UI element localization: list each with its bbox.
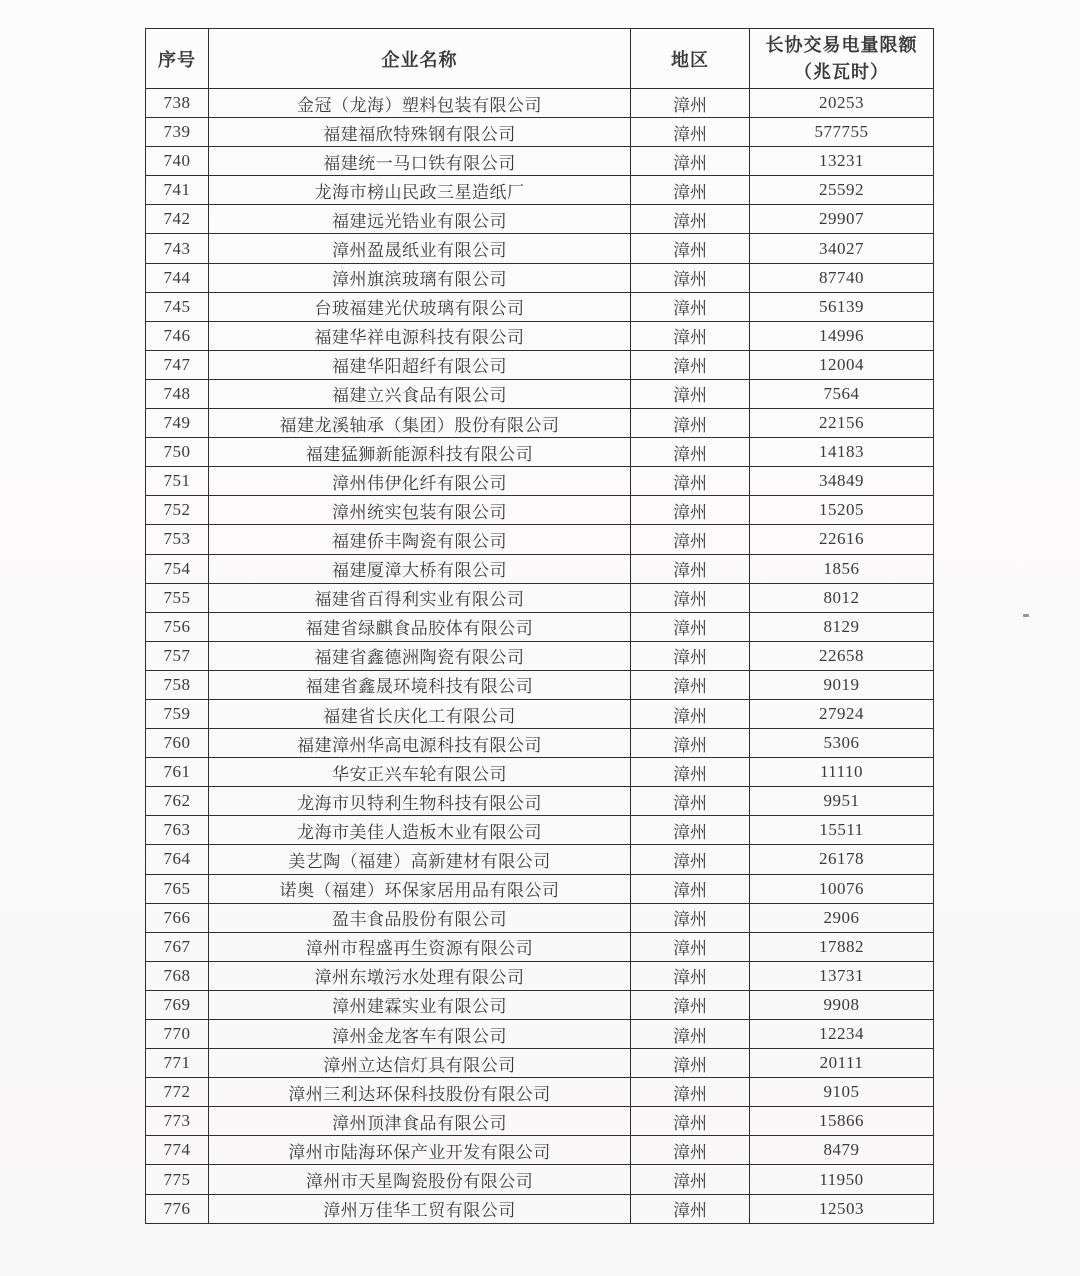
region-cell: 漳州 xyxy=(631,438,750,467)
company-cell: 华安正兴车轮有限公司 xyxy=(209,758,631,787)
region-cell: 漳州 xyxy=(631,758,750,787)
table-row xyxy=(146,1165,934,1194)
table-row xyxy=(146,147,934,176)
company-cell: 福建猛狮新能源科技有限公司 xyxy=(209,438,631,467)
table-row xyxy=(146,787,934,816)
region-cell: 漳州 xyxy=(631,350,750,379)
company-cell: 漳州盈晟纸业有限公司 xyxy=(209,234,631,263)
serial-cell: 752 xyxy=(146,496,209,525)
limit-cell: 26178 xyxy=(750,845,934,874)
company-cell: 漳州立达信灯具有限公司 xyxy=(209,1049,631,1078)
table-row xyxy=(146,234,934,263)
limit-cell: 27924 xyxy=(750,699,934,728)
region-cell: 漳州 xyxy=(631,176,750,205)
limit-cell: 8479 xyxy=(750,1136,934,1165)
company-cell: 漳州市天星陶瓷股份有限公司 xyxy=(209,1165,631,1194)
region-cell: 漳州 xyxy=(631,990,750,1019)
serial-cell: 754 xyxy=(146,554,209,583)
limit-cell: 11950 xyxy=(750,1165,934,1194)
serial-cell: 749 xyxy=(146,409,209,438)
table-row xyxy=(146,554,934,583)
serial-cell: 744 xyxy=(146,263,209,292)
limit-cell: 13231 xyxy=(750,147,934,176)
table-row xyxy=(146,583,934,612)
limit-cell: 12234 xyxy=(750,1020,934,1049)
table-row xyxy=(146,641,934,670)
company-cell: 福建省鑫德洲陶瓷有限公司 xyxy=(209,641,631,670)
region-cell: 漳州 xyxy=(631,1049,750,1078)
region-cell: 漳州 xyxy=(631,699,750,728)
limit-cell: 15205 xyxy=(750,496,934,525)
region-cell: 漳州 xyxy=(631,525,750,554)
serial-cell: 770 xyxy=(146,1020,209,1049)
region-cell: 漳州 xyxy=(631,1136,750,1165)
limit-cell: 22658 xyxy=(750,641,934,670)
serial-cell: 750 xyxy=(146,438,209,467)
table-body xyxy=(146,89,934,1224)
company-cell: 美艺陶（福建）高新建材有限公司 xyxy=(209,845,631,874)
company-cell: 福建统一马口铁有限公司 xyxy=(209,147,631,176)
table-row xyxy=(146,496,934,525)
table-row xyxy=(146,816,934,845)
header-cell-company: 企业名称 xyxy=(209,29,631,89)
table-row xyxy=(146,89,934,118)
table-row xyxy=(146,729,934,758)
region-cell: 漳州 xyxy=(631,1194,750,1223)
region-cell: 漳州 xyxy=(631,263,750,292)
table-row xyxy=(146,263,934,292)
serial-cell: 739 xyxy=(146,118,209,147)
limit-cell: 22616 xyxy=(750,525,934,554)
table-row xyxy=(146,1078,934,1107)
region-cell: 漳州 xyxy=(631,961,750,990)
company-cell: 龙海市美佳人造板木业有限公司 xyxy=(209,816,631,845)
table-row xyxy=(146,1020,934,1049)
company-cell: 福建漳州华高电源科技有限公司 xyxy=(209,729,631,758)
limit-cell: 87740 xyxy=(750,263,934,292)
company-cell: 漳州建霖实业有限公司 xyxy=(209,990,631,1019)
region-cell: 漳州 xyxy=(631,612,750,641)
serial-cell: 755 xyxy=(146,583,209,612)
limit-cell: 22156 xyxy=(750,409,934,438)
table-row xyxy=(146,321,934,350)
limit-cell: 13731 xyxy=(750,961,934,990)
company-cell: 漳州东墩污水处理有限公司 xyxy=(209,961,631,990)
region-cell: 漳州 xyxy=(631,234,750,263)
serial-cell: 775 xyxy=(146,1165,209,1194)
region-cell: 漳州 xyxy=(631,118,750,147)
table-row xyxy=(146,845,934,874)
company-cell: 福建省鑫晟环境科技有限公司 xyxy=(209,670,631,699)
serial-cell: 766 xyxy=(146,903,209,932)
serial-cell: 768 xyxy=(146,961,209,990)
table-row xyxy=(146,350,934,379)
table-row xyxy=(146,1136,934,1165)
table-row xyxy=(146,1107,934,1136)
serial-cell: 761 xyxy=(146,758,209,787)
company-cell: 漳州统实包装有限公司 xyxy=(209,496,631,525)
region-cell: 漳州 xyxy=(631,903,750,932)
region-cell: 漳州 xyxy=(631,205,750,234)
serial-cell: 747 xyxy=(146,350,209,379)
header-cell-region: 地区 xyxy=(631,29,750,89)
company-cell: 漳州旗滨玻璃有限公司 xyxy=(209,263,631,292)
limit-cell: 11110 xyxy=(750,758,934,787)
table-row xyxy=(146,758,934,787)
region-cell: 漳州 xyxy=(631,641,750,670)
company-cell: 漳州万佳华工贸有限公司 xyxy=(209,1194,631,1223)
serial-cell: 748 xyxy=(146,379,209,408)
table-row xyxy=(146,1049,934,1078)
limit-cell: 17882 xyxy=(750,932,934,961)
region-cell: 漳州 xyxy=(631,583,750,612)
limit-cell: 56139 xyxy=(750,292,934,321)
company-cell: 福建省绿麒食品胶体有限公司 xyxy=(209,612,631,641)
table-row xyxy=(146,612,934,641)
company-cell: 福建华阳超纤有限公司 xyxy=(209,350,631,379)
limit-cell: 12503 xyxy=(750,1194,934,1223)
company-cell: 福建福欣特殊钢有限公司 xyxy=(209,118,631,147)
scan-speck xyxy=(1023,614,1029,617)
company-cell: 漳州市陆海环保产业开发有限公司 xyxy=(209,1136,631,1165)
header-limit-line1: 长协交易电量限额 xyxy=(765,35,918,56)
serial-cell: 769 xyxy=(146,990,209,1019)
limit-cell: 1856 xyxy=(750,554,934,583)
serial-cell: 746 xyxy=(146,321,209,350)
table-row xyxy=(146,874,934,903)
limit-cell: 34027 xyxy=(750,234,934,263)
region-cell: 漳州 xyxy=(631,89,750,118)
serial-cell: 762 xyxy=(146,787,209,816)
company-cell: 福建立兴食品有限公司 xyxy=(209,379,631,408)
limit-cell: 2906 xyxy=(750,903,934,932)
company-cell: 漳州伟伊化纤有限公司 xyxy=(209,467,631,496)
company-cell: 漳州顶津食品有限公司 xyxy=(209,1107,631,1136)
serial-cell: 774 xyxy=(146,1136,209,1165)
limit-cell: 10076 xyxy=(750,874,934,903)
serial-cell: 771 xyxy=(146,1049,209,1078)
table-row xyxy=(146,961,934,990)
serial-cell: 742 xyxy=(146,205,209,234)
company-cell: 漳州金龙客车有限公司 xyxy=(209,1020,631,1049)
serial-cell: 756 xyxy=(146,612,209,641)
serial-cell: 745 xyxy=(146,292,209,321)
serial-cell: 767 xyxy=(146,932,209,961)
limit-cell: 12004 xyxy=(750,350,934,379)
company-cell: 福建侨丰陶瓷有限公司 xyxy=(209,525,631,554)
company-cell: 诺奥（福建）环保家居用品有限公司 xyxy=(209,874,631,903)
limit-cell: 9951 xyxy=(750,787,934,816)
region-cell: 漳州 xyxy=(631,292,750,321)
limit-cell: 20111 xyxy=(750,1049,934,1078)
header-cell-serial: 序号 xyxy=(146,29,209,89)
region-cell: 漳州 xyxy=(631,1020,750,1049)
region-cell: 漳州 xyxy=(631,409,750,438)
limit-cell: 15866 xyxy=(750,1107,934,1136)
table-row xyxy=(146,1194,934,1223)
limit-cell: 8129 xyxy=(750,612,934,641)
company-cell: 金冠（龙海）塑料包装有限公司 xyxy=(209,89,631,118)
region-cell: 漳州 xyxy=(631,1078,750,1107)
region-cell: 漳州 xyxy=(631,147,750,176)
serial-cell: 776 xyxy=(146,1194,209,1223)
region-cell: 漳州 xyxy=(631,496,750,525)
region-cell: 漳州 xyxy=(631,787,750,816)
limit-cell: 14996 xyxy=(750,321,934,350)
region-cell: 漳州 xyxy=(631,1165,750,1194)
serial-cell: 759 xyxy=(146,699,209,728)
table-row xyxy=(146,525,934,554)
serial-cell: 763 xyxy=(146,816,209,845)
power-quota-table xyxy=(145,28,934,1224)
header-cell-limit xyxy=(750,29,934,89)
company-cell: 福建省百得利实业有限公司 xyxy=(209,583,631,612)
region-cell: 漳州 xyxy=(631,1107,750,1136)
limit-cell: 9105 xyxy=(750,1078,934,1107)
region-cell: 漳州 xyxy=(631,932,750,961)
table-row xyxy=(146,699,934,728)
limit-cell: 9019 xyxy=(750,670,934,699)
company-cell: 漳州三利达环保科技股份有限公司 xyxy=(209,1078,631,1107)
table-row xyxy=(146,379,934,408)
serial-cell: 764 xyxy=(146,845,209,874)
table-row xyxy=(146,990,934,1019)
limit-cell: 7564 xyxy=(750,379,934,408)
serial-cell: 751 xyxy=(146,467,209,496)
serial-cell: 741 xyxy=(146,176,209,205)
company-cell: 漳州市程盛再生资源有限公司 xyxy=(209,932,631,961)
limit-cell: 34849 xyxy=(750,467,934,496)
region-cell: 漳州 xyxy=(631,467,750,496)
region-cell: 漳州 xyxy=(631,379,750,408)
limit-cell: 577755 xyxy=(750,118,934,147)
serial-cell: 738 xyxy=(146,89,209,118)
company-cell: 福建龙溪轴承（集团）股份有限公司 xyxy=(209,409,631,438)
limit-cell: 29907 xyxy=(750,205,934,234)
region-cell: 漳州 xyxy=(631,845,750,874)
limit-cell: 14183 xyxy=(750,438,934,467)
serial-cell: 740 xyxy=(146,147,209,176)
region-cell: 漳州 xyxy=(631,729,750,758)
company-cell: 福建远光锆业有限公司 xyxy=(209,205,631,234)
company-cell: 龙海市贝特利生物科技有限公司 xyxy=(209,787,631,816)
company-cell: 福建华祥电源科技有限公司 xyxy=(209,321,631,350)
table-row xyxy=(146,903,934,932)
region-cell: 漳州 xyxy=(631,670,750,699)
company-cell: 台玻福建光伏玻璃有限公司 xyxy=(209,292,631,321)
serial-cell: 757 xyxy=(146,641,209,670)
table-row xyxy=(146,409,934,438)
table-row xyxy=(146,176,934,205)
header-limit-line2: （兆瓦时） xyxy=(794,61,889,82)
table-row xyxy=(146,118,934,147)
serial-cell: 758 xyxy=(146,670,209,699)
limit-cell: 15511 xyxy=(750,816,934,845)
table-row xyxy=(146,438,934,467)
region-cell: 漳州 xyxy=(631,321,750,350)
serial-cell: 753 xyxy=(146,525,209,554)
region-cell: 漳州 xyxy=(631,874,750,903)
table-row xyxy=(146,932,934,961)
region-cell: 漳州 xyxy=(631,554,750,583)
company-cell: 龙海市榜山民政三星造纸厂 xyxy=(209,176,631,205)
header-row xyxy=(146,29,934,89)
region-cell: 漳州 xyxy=(631,816,750,845)
serial-cell: 772 xyxy=(146,1078,209,1107)
company-cell: 盈丰食品股份有限公司 xyxy=(209,903,631,932)
limit-cell: 5306 xyxy=(750,729,934,758)
company-cell: 福建厦漳大桥有限公司 xyxy=(209,554,631,583)
table-row xyxy=(146,292,934,321)
company-cell: 福建省长庆化工有限公司 xyxy=(209,699,631,728)
serial-cell: 760 xyxy=(146,729,209,758)
table-row xyxy=(146,205,934,234)
serial-cell: 765 xyxy=(146,874,209,903)
serial-cell: 743 xyxy=(146,234,209,263)
limit-cell: 20253 xyxy=(750,89,934,118)
limit-cell: 8012 xyxy=(750,583,934,612)
table-row xyxy=(146,467,934,496)
table-row xyxy=(146,670,934,699)
limit-cell: 9908 xyxy=(750,990,934,1019)
serial-cell: 773 xyxy=(146,1107,209,1136)
limit-cell: 25592 xyxy=(750,176,934,205)
